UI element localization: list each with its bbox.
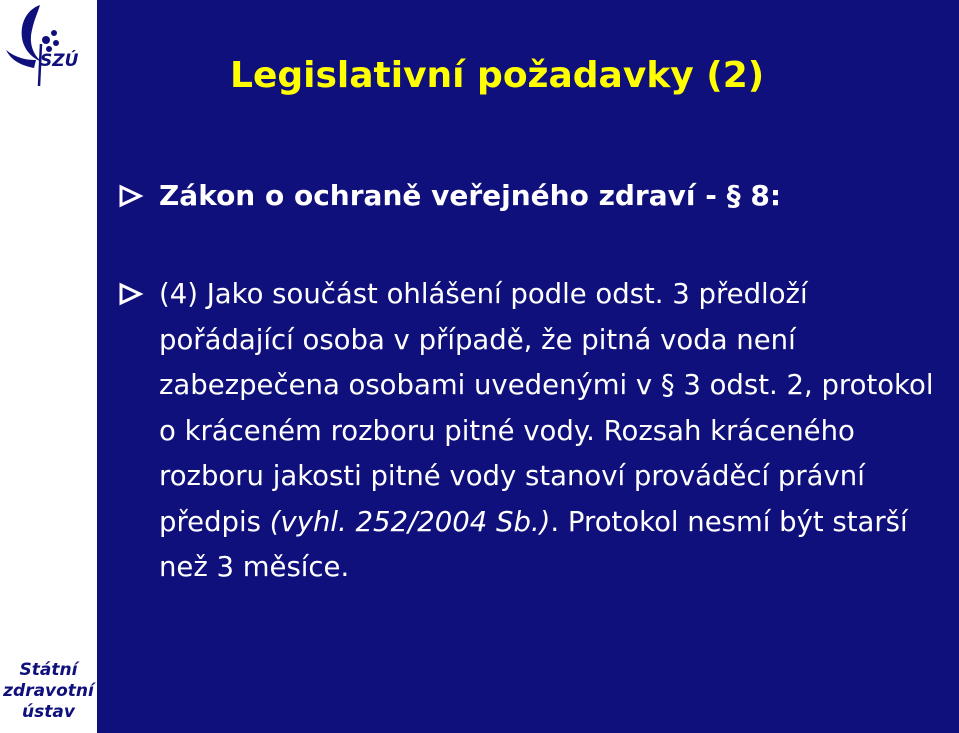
organization-name — [0, 660, 97, 723]
org-name-line-2: zdravotní — [3, 681, 94, 701]
provision-text-part-1: (4) Jako součást ohlášení podle odst. 3 předloží pořádající osoba v případě, že pitná voda není zabezpečena osobami uvedenými v § 3 odst. 2, protokol o kráceném rozboru pitné vody. Rozsah kráceného rozboru jakosti pitné vody stanoví prováděcí právní předpis — [159, 278, 934, 538]
bullet-item-law — [118, 178, 948, 214]
left-panel — [0, 0, 97, 733]
bullet-text-law: Zákon o ochraně veřejného zdraví - § 8: — [159, 179, 782, 212]
szu-logo-icon — [2, 2, 94, 92]
bullet-item-provision — [118, 272, 948, 591]
bullet-text-provision — [159, 272, 948, 591]
slide-title: Legislativní požadavky (2) — [230, 55, 765, 96]
org-name-line-3: ústav — [22, 702, 75, 722]
provision-text-part-2: . Protokol nesmí být starší než 3 měsíce. — [159, 505, 908, 583]
arrow-bullet-icon — [118, 178, 144, 214]
org-name-line-1: Státní — [19, 660, 78, 680]
logo-text: SZÚ — [40, 51, 79, 71]
arrow-bullet-icon — [118, 276, 144, 312]
decree-reference: (vyhl. 252/2004 Sb.) — [269, 505, 551, 538]
